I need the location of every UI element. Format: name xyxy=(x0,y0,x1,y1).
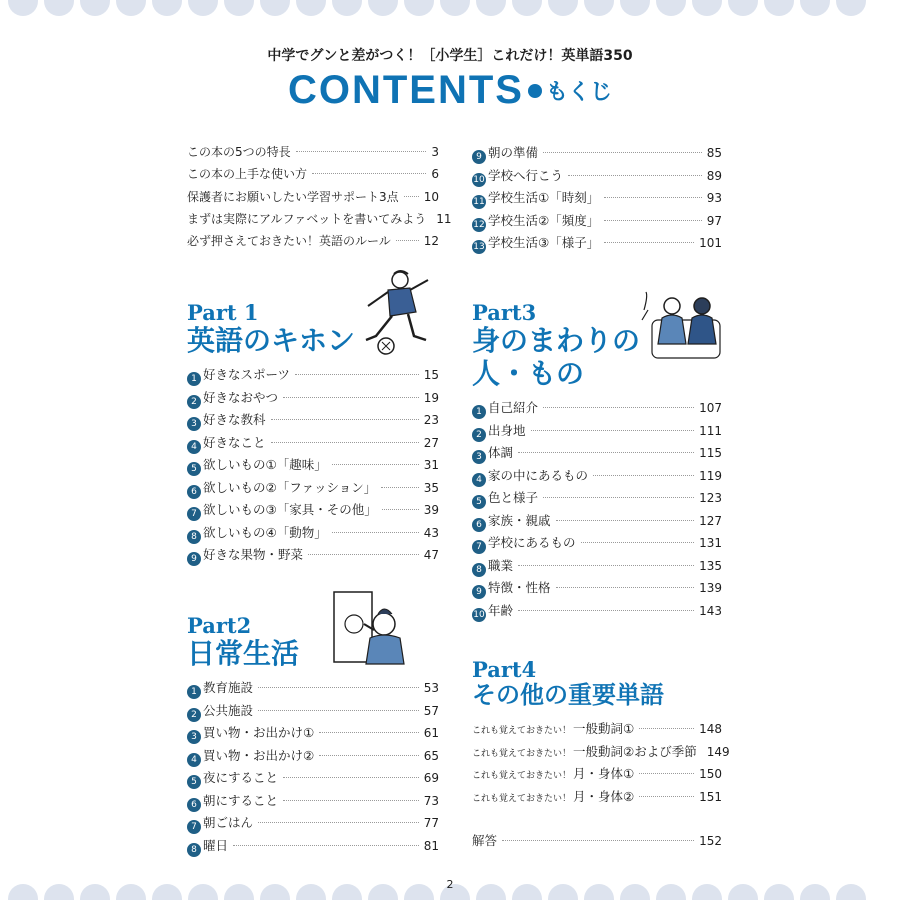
part3-title-en: Part3 xyxy=(472,300,537,325)
toc-entry-part1-9[interactable]: 9 好きな果物・野菜 47 xyxy=(187,545,439,568)
toc-entry-intro-5[interactable]: 必ず押さえておきたい！英語のルール 12 xyxy=(187,234,439,249)
toc-entry-part3-6[interactable]: 6 家族・親戚 127 xyxy=(472,511,722,534)
toc-entry-part1-5[interactable]: 5 欲しいもの①「趣味」 31 xyxy=(187,455,439,478)
page-number: 2 xyxy=(446,878,454,891)
part4-title-ja: その他の重要単語 xyxy=(472,681,664,710)
contents-title-ja: もくじ xyxy=(545,80,612,105)
toc-entry-intro-3[interactable]: 保護者にお願いしたい学習サポート3点 10 xyxy=(187,189,439,204)
part2-title-ja: 日常生活 xyxy=(187,637,300,671)
toc-entry-part3-8[interactable]: 8 職業 135 xyxy=(472,556,722,579)
toc-entry-part4-3[interactable]: これも覚えておきたい！ 月・身体① 150 xyxy=(472,766,722,782)
part3-title-ja-line2: 人・もの xyxy=(472,357,585,391)
part2-continued-list xyxy=(472,143,722,256)
contents-title-en: CONTENTS xyxy=(287,68,524,112)
book-title: 中学でグンと差がつく！［小学生］これだけ！英単語350 xyxy=(267,48,633,64)
toc-entry-part2-1[interactable]: 1 教育施設 53 xyxy=(187,678,439,701)
soccer-player-illustration xyxy=(352,268,434,360)
toc-entry-part2-5[interactable]: 5 夜にすること 69 xyxy=(187,768,439,791)
intro-list xyxy=(187,143,452,254)
toc-entry-part3-5[interactable]: 5 色と様子 123 xyxy=(472,488,722,511)
toc-entry-part2-7[interactable]: 7 朝ごはん 77 xyxy=(187,813,439,836)
toc-entry-part3-2[interactable]: 2 出身地 111 xyxy=(472,421,722,444)
toc-entry-part3-3[interactable]: 3 体調 115 xyxy=(472,443,722,466)
toc-entry-part1-1[interactable]: 1 好きなスポーツ 15 xyxy=(187,365,439,388)
toc-entry-part2-2[interactable]: 2 公共施設 57 xyxy=(187,701,439,724)
top-scallop-border xyxy=(0,0,900,16)
toc-entry-part3-10[interactable]: 10 年齢 143 xyxy=(473,602,722,620)
toc-entry-intro-2[interactable]: この本の上手な使い方 6 xyxy=(187,167,439,182)
part4-section xyxy=(472,657,730,854)
people-talking-illustration xyxy=(638,290,730,368)
toc-entry-part1-3[interactable]: 3 好きな教科 23 xyxy=(187,410,439,433)
toc-entry-intro-4[interactable]: まずは実際にアルファベットを書いてみよう 11 xyxy=(187,211,452,226)
toc-entry-part2-13[interactable]: 13 学校生活③「様子」 101 xyxy=(473,235,722,252)
toc-entry-part3-9[interactable]: 9 特徴・性格 139 xyxy=(472,578,722,601)
toc-entry-part4-4[interactable]: これも覚えておきたい！ 月・身体② 151 xyxy=(472,788,722,804)
toc-entry-part2-11[interactable]: 11 学校生活①「時刻」 93 xyxy=(473,190,722,207)
part1-title-ja: 英語のキホン xyxy=(187,324,356,358)
toc-entry-part1-7[interactable]: 7 欲しいもの③「家具・その他」 39 xyxy=(187,500,439,523)
bullet-dot-icon xyxy=(528,84,542,98)
part2-title-en: Part2 xyxy=(187,613,252,638)
part4-title-en: Part4 xyxy=(472,657,537,682)
mirror-grooming-illustration xyxy=(330,588,410,668)
toc-entry-part1-8[interactable]: 8 欲しいもの④「動物」 43 xyxy=(187,523,439,546)
toc-entry-part2-9[interactable]: 9 朝の準備 85 xyxy=(472,143,722,166)
toc-entry-answers[interactable]: 解答 152 xyxy=(472,833,722,849)
toc-entry-part3-4[interactable]: 4 家の中にあるもの 119 xyxy=(472,466,722,489)
toc-entry-part2-3[interactable]: 3 買い物・お出かけ① 61 xyxy=(187,723,439,746)
part3-title-ja-line1: 身のまわりの xyxy=(472,324,641,358)
toc-entry-part3-7[interactable]: 7 学校にあるもの 131 xyxy=(472,533,722,556)
contents-header xyxy=(0,68,900,113)
toc-entry-part2-8[interactable]: 8 曜日 81 xyxy=(187,836,439,859)
part1-title-en: Part 1 xyxy=(187,300,259,325)
toc-entry-part3-1[interactable]: 1 自己紹介 107 xyxy=(472,398,722,421)
toc-entry-part2-6[interactable]: 6 朝にすること 73 xyxy=(187,791,439,814)
toc-entry-part1-6[interactable]: 6 欲しいもの②「ファッション」 35 xyxy=(187,478,439,501)
toc-entry-intro-1[interactable]: この本の5つの特長 3 xyxy=(187,145,439,159)
toc-entry-part4-2[interactable]: これも覚えておきたい！ 一般動詞②および季節 149 xyxy=(472,743,730,759)
toc-entry-part1-4[interactable]: 4 好きなこと 27 xyxy=(187,433,439,456)
toc-entry-part1-2[interactable]: 2 好きなおやつ 19 xyxy=(187,388,439,411)
toc-entry-part2-4[interactable]: 4 買い物・お出かけ② 65 xyxy=(187,746,439,769)
toc-entry-part4-1[interactable]: これも覚えておきたい！ 一般動詞① 148 xyxy=(472,721,722,737)
toc-entry-part2-12[interactable]: 12 学校生活②「頻度」 97 xyxy=(473,212,722,230)
toc-entry-part2-10[interactable]: 10 学校へ行こう 89 xyxy=(473,167,722,185)
